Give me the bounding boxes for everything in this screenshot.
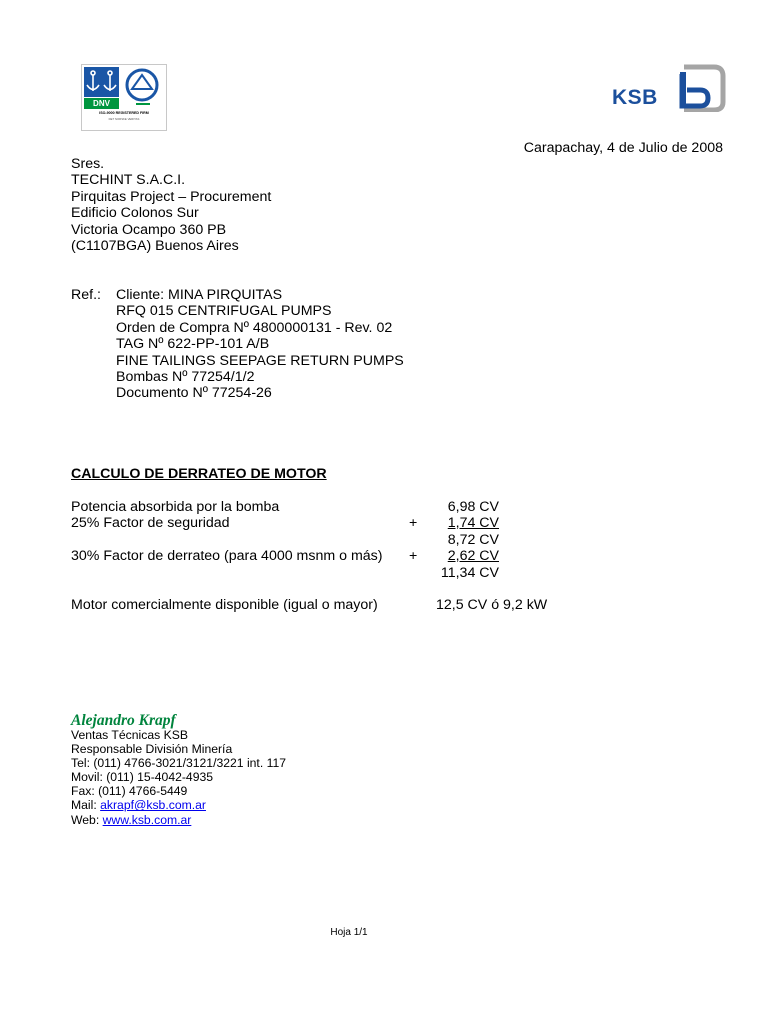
signature-line: Movil: (011) 15-4042-4935	[71, 770, 214, 785]
address-line: (C1107BGA) Buenos Aires	[71, 238, 239, 255]
address-line: Victoria Ocampo 360 PB	[71, 221, 227, 238]
certification-mark-icon	[122, 67, 163, 114]
dnv-small-text: DET NORSKE VERITAS	[108, 117, 140, 121]
signature-line: Responsable División Minería	[71, 742, 233, 757]
reference-block	[116, 287, 404, 402]
calc-row-value: 2,62 CV	[447, 548, 499, 564]
reference-line: TAG Nº 622-PP-101 A/B	[116, 336, 270, 353]
reference-line: Orden de Compra Nº 4800000131 - Rev. 02	[116, 319, 393, 336]
certification-logo	[81, 64, 167, 131]
address-line: TECHINT S.A.C.I.	[71, 172, 186, 189]
reference-line: Documento Nº 77254-26	[116, 385, 272, 402]
website-link[interactable]: www.ksb.com.ar	[102, 812, 192, 827]
calc-row-operator: +	[409, 515, 418, 531]
signature-name: Alejandro Krapf	[71, 712, 176, 729]
motor-label: Motor comercialmente disponible (igual o mayor)	[71, 597, 378, 613]
signature-line: Fax: (011) 4766-5449	[71, 784, 188, 799]
iso-registered-text: ISO-9000 REGISTERED FIRM	[99, 111, 149, 115]
signature-block	[71, 728, 286, 827]
reference-line: RFQ 015 CENTRIFUGAL PUMPS	[116, 303, 332, 320]
calc-row-value: 6,98 CV	[447, 499, 499, 515]
reference-line: FINE TAILINGS SEEPAGE RETURN PUMPS	[116, 352, 404, 369]
reference-line: Bombas Nº 77254/1/2	[116, 369, 255, 386]
reference-label: Ref.:	[71, 287, 101, 303]
reference-line: Cliente: MINA PIRQUITAS	[116, 287, 283, 303]
calc-row-operator: +	[409, 548, 418, 564]
calc-total-value: 11,34 CV	[440, 565, 499, 581]
calc-row-value: 1,74 CV	[447, 515, 499, 531]
signature-line: Ventas Técnicas KSB	[71, 728, 188, 742]
ksb-logo	[610, 64, 726, 112]
signature-line: Tel: (011) 4766-3021/3121/3221 int. 117	[71, 756, 287, 771]
calculation-title: CALCULO DE DERRATEO DE MOTOR	[71, 466, 327, 482]
motor-value: 12,5 CV ó 9,2 kW	[436, 597, 548, 613]
calc-row-label: 25% Factor de seguridad	[71, 515, 230, 531]
address-line: Edificio Colonos Sur	[71, 205, 199, 222]
calc-row-label: 30% Factor de derrateo (para 4000 msnm o más)	[71, 548, 383, 564]
address-line: Pirquitas Project – Procurement	[71, 188, 272, 205]
address-line: Sres.	[71, 156, 105, 172]
dnv-label: DNV	[84, 98, 119, 109]
web-line	[71, 813, 286, 827]
anchor-emblem-icon	[84, 67, 119, 97]
mail-line	[71, 798, 286, 812]
recipient-address	[71, 156, 271, 254]
web-label: Web:	[71, 812, 100, 827]
page-number: Hoja 1/1	[330, 927, 368, 938]
ksb-logo-text: KSB	[612, 86, 658, 109]
calc-row-label: Potencia absorbida por la bomba	[71, 499, 280, 515]
ksb-b-icon	[670, 64, 726, 112]
letter-date: Carapachay, 4 de Julio de 2008	[523, 140, 723, 156]
calc-subtotal-value: 8,72 CV	[447, 532, 499, 548]
mail-label: Mail:	[71, 798, 97, 813]
email-link[interactable]: akrapf@ksb.com.ar	[100, 798, 206, 813]
